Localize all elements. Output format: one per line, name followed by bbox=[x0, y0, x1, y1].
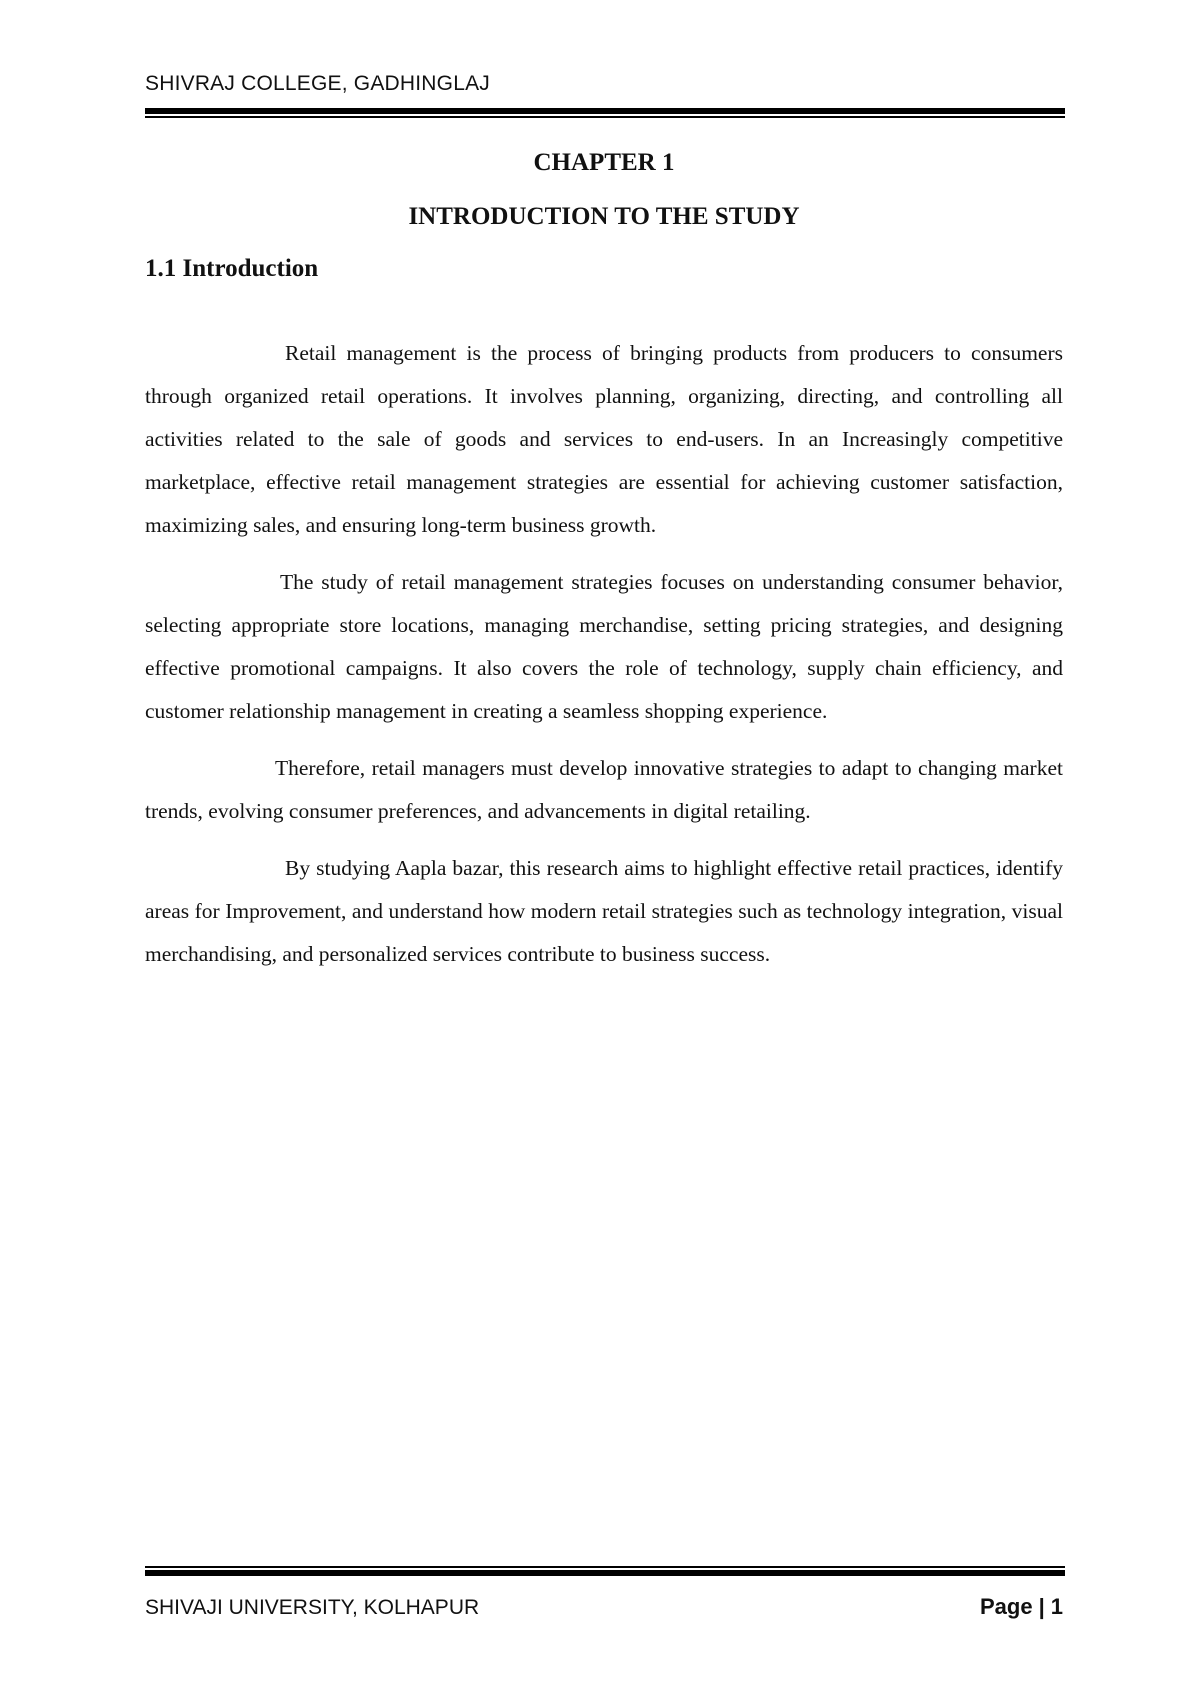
page-number: 1 bbox=[1050, 1594, 1063, 1619]
page-header bbox=[145, 72, 1065, 118]
header-college-name: SHIVRAJ COLLEGE, GADHINGLAJ bbox=[145, 72, 490, 95]
footer-university-name: SHIVAJI UNIVERSITY, KOLHAPUR bbox=[145, 1596, 480, 1619]
header-rule-thin bbox=[145, 116, 1065, 118]
paragraph-3: Therefore, retail managers must develop innovative strategies to adapt to changing market trends, evolving consumer preferences, and advancements in digital retailing. bbox=[145, 756, 1063, 823]
paragraph-4: By studying Aapla bazar, this research aims to highlight effective retail practices, identify areas for Improvement, and understand how modern retail strategies such as technology integration, visual merchandising, and personalized services contribute to business success. bbox=[145, 856, 1063, 966]
chapter-title: INTRODUCTION TO THE STUDY bbox=[408, 203, 800, 230]
footer-rule-thick bbox=[145, 1570, 1065, 1576]
chapter-number: CHAPTER 1 bbox=[533, 149, 675, 176]
header-rule-thick bbox=[145, 108, 1065, 114]
page-number-block bbox=[980, 1594, 1063, 1620]
paragraph-1: Retail management is the process of bringing products from producers to consumers through organized retail operations. It involves planning, organizing, directing, and controlling all activities related to the sale of goods and services to end-users. In an Increasingly competitive marketplace, effective retail management strategies are essential for achieving customer satisfaction, maximizing sales, and ensuring long-term business growth. bbox=[145, 341, 1063, 537]
footer-rule-thin bbox=[145, 1566, 1065, 1568]
page-footer bbox=[145, 1566, 1065, 1634]
section-heading: 1.1 Introduction bbox=[145, 255, 319, 282]
page-label: Page bbox=[980, 1594, 1033, 1619]
page-separator: | bbox=[1038, 1594, 1045, 1619]
paragraph-2: The study of retail management strategies focuses on understanding consumer behavior, selecting appropriate store locations, managing merchandise, setting pricing strategies, and designing effective promotional campaigns. It also covers the role of technology, supply chain efficiency, and customer relationship management in creating a seamless shopping experience. bbox=[145, 570, 1063, 723]
footer-row bbox=[145, 1594, 1065, 1634]
page-content bbox=[145, 146, 1063, 976]
